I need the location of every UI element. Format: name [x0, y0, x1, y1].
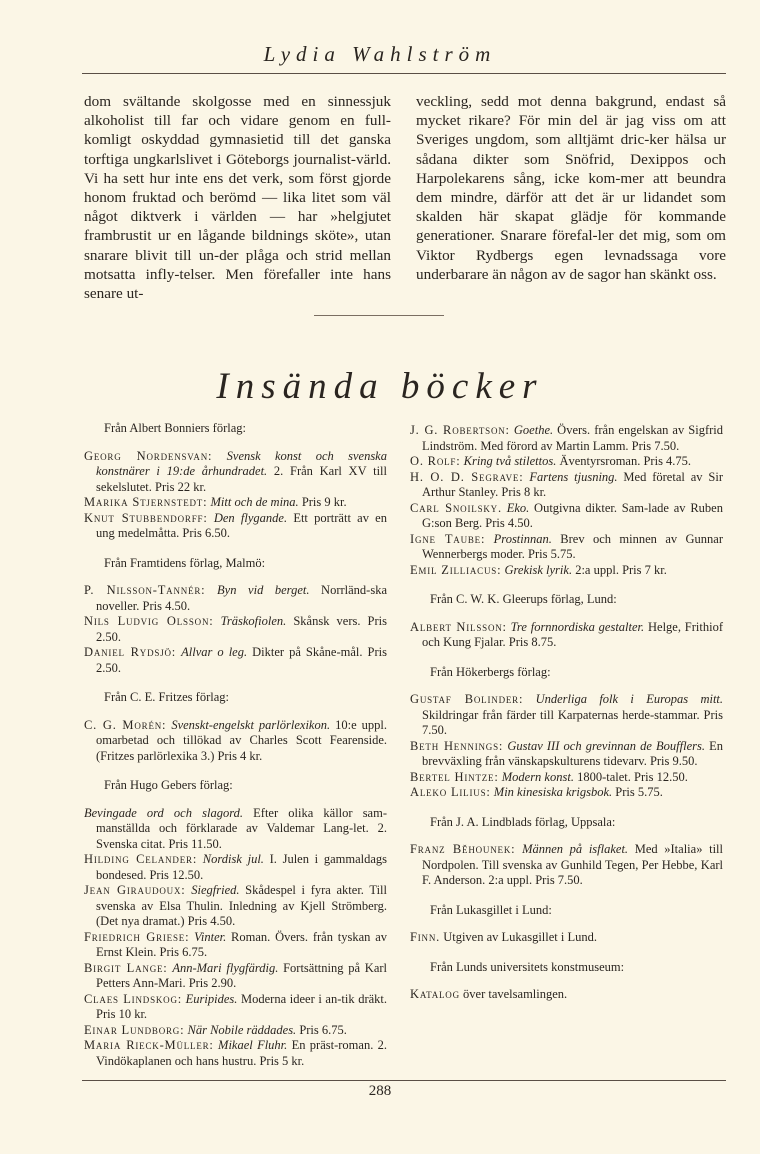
book-entry — [410, 987, 723, 1003]
book-title: Euripides. — [185, 991, 238, 1006]
book-entry — [84, 645, 387, 676]
book-entry — [410, 470, 723, 501]
book-author: Franz Běhounek: — [410, 842, 516, 856]
body-text-left: dom svältande skolgosse med en sinnessjuk alkoholist till far och vidare genom en full-komligt oskyddad gymnasietid till det ganska torftiga ungkarlslivet i Göteborgs journalist-värld. Vi ha sett hur inte ens det verk, som först gjorde honom fruktad och berömd — lika litet som väl något diktverk i världen — har »helgjutet frambrustit ur en lågande bildnings sköte», utan snarare blivit till un-der plåga och strid mellan motsatta infly-telser. Men förefaller inte hans senare ut- — [84, 93, 391, 303]
book-entry — [84, 449, 387, 496]
running-header-title: Lydia Wahlström — [263, 42, 497, 66]
book-entry — [84, 614, 387, 645]
book-entry — [84, 961, 387, 992]
book-details: En brevväxling från vänskapskulturens tidevarv. Pris 9.50. — [422, 738, 724, 768]
book-author: Birgit Lange: — [84, 960, 168, 975]
book-details: Med företal av Sir Arthur Stanley. Pris 8 kr. — [422, 469, 723, 499]
book-entry — [84, 511, 387, 542]
book-title: Bevingade ord och slagord. — [84, 805, 243, 820]
book-title: Träskofiolen. — [220, 614, 287, 628]
book-author: C. G. Morén: — [84, 717, 167, 732]
book-title: Ann-Mari flygfärdig. — [172, 960, 279, 975]
publisher-heading: Från J. A. Lindblads förlag, Uppsala: — [430, 814, 616, 829]
book-title: Min kinesiska krigsbok. — [493, 785, 613, 799]
book-entry — [410, 501, 723, 532]
book-author: Georg Nordensvan: — [84, 448, 213, 463]
book-title: Svenskt-engelskt parlörlexikon. — [171, 717, 331, 732]
book-entry — [410, 563, 723, 579]
book-entry — [84, 718, 387, 765]
book-entry — [410, 454, 723, 470]
book-details: I. Julen i gammaldags bondesed. Pris 12.50. — [96, 852, 388, 882]
book-author: Carl Snoilsky. — [410, 500, 502, 515]
book-title: Eko. — [506, 500, 530, 515]
book-author: Nils Ludvig Olsson: — [84, 614, 214, 628]
book-author: O. Rolf: — [410, 454, 461, 468]
book-entry — [84, 806, 387, 853]
book-entry — [410, 532, 723, 563]
book-details: Brev och minnen av Gunnar Wennerbergs moder. Pris 5.75. — [422, 531, 724, 561]
book-details: Skådespel i fyra akter. Till svenska av Elsa Thulin. Inledning av Kjell Strömberg. (Det nya dramat.) Pris 4.50. — [96, 883, 388, 928]
book-title: Gustav III och grevinnan de Boufflers. — [507, 738, 705, 753]
book-details: Utgiven av Lukasgillet i Lund. — [443, 930, 597, 944]
book-title: Tre fornnordiska gestalter. — [510, 619, 645, 634]
book-entry — [84, 852, 387, 883]
book-entry — [410, 770, 723, 786]
book-details: Norrländ-ska noveller. Pris 4.50. — [96, 583, 387, 613]
book-details: Äventyrsroman. Pris 4.75. — [556, 454, 692, 468]
book-author: Marika Stjernstedt: — [84, 495, 208, 509]
book-author: Beth Hennings: — [410, 738, 504, 753]
book-details: 1800-talet. Pris 12.50. — [573, 769, 688, 784]
book-title: När Nobile räddades. — [187, 1022, 297, 1037]
book-entry — [84, 583, 387, 614]
book-author: Jean Giraudoux: — [84, 883, 186, 897]
book-details: Efter olika källor sam-manställda och förklarade av Valdemar Lang-let. 2. Svenska citat. Pris 11.50. — [96, 805, 387, 851]
publisher-heading: Från Hugo Gebers förlag: — [104, 778, 233, 792]
book-details: 2:a uppl. Pris 7 kr. — [572, 562, 667, 577]
book-title: Vinter. — [194, 929, 227, 944]
book-title: Modern konst. — [501, 769, 574, 784]
book-details: Pris 5.75. — [612, 785, 663, 799]
book-entry — [410, 423, 723, 454]
book-details: Ett porträtt av en ung medelmåtta. Pris 6.50. — [96, 510, 387, 540]
book-author: Finn. — [410, 930, 441, 944]
book-list-left — [84, 421, 387, 1069]
publisher-heading: Från Albert Bonniers förlag: — [104, 421, 246, 435]
book-details: 2. Från Karl XV till sekelslutet. Pris 22 kr. — [96, 464, 387, 494]
book-details: Helge, Frithiof och Kung Fjalar. Pris 8.75. — [422, 619, 724, 649]
book-author: Igne Taube: — [410, 531, 486, 546]
book-entry — [410, 785, 723, 801]
book-details: Roman. Övers. från tyskan av Ernst Klein. Pris 6.75. — [96, 929, 387, 959]
book-details: Dikter på Skåne-mål. Pris 2.50. — [96, 645, 388, 675]
book-author: Aleko Lilius: — [410, 785, 491, 799]
book-entry — [410, 620, 723, 651]
book-author: Gustaf Bolinder: — [410, 692, 524, 706]
header-rule — [82, 73, 726, 74]
book-details: Skånsk vers. Pris 2.50. — [96, 614, 387, 644]
book-entry — [84, 1038, 387, 1069]
publisher-heading: Från Framtidens förlag, Malmö: — [104, 555, 266, 570]
book-author: Bertel Hintze: — [410, 769, 499, 784]
book-details: 10:e uppl. omarbetad och tillökad av Charles Scott Fearenside. (Fritzes parlörlexika 3.) Pris 4 kr. — [96, 717, 387, 763]
book-title: Allvar o leg. — [181, 645, 248, 659]
book-details: Övers. från engelskan av Sigfrid Lindström. Med förord av Martin Lamm. Pris 7.50. — [422, 423, 724, 453]
book-details: över tavelsamlingen. — [463, 987, 568, 1001]
book-title: Prostinnan. — [493, 531, 552, 546]
footer-rule — [82, 1080, 726, 1081]
book-author: Daniel Rydsjö: — [84, 645, 177, 659]
book-details: Pris 6.75. — [296, 1022, 347, 1037]
book-entry — [410, 692, 723, 739]
book-author: Emil Zilliacus: — [410, 562, 502, 577]
publisher-heading: Från Lunds universitets konstmuseum: — [430, 959, 625, 974]
book-details: Skildringar från färder till Karpaternas herde-stammar. Pris 7.50. — [422, 707, 723, 737]
book-entry — [84, 1023, 387, 1039]
book-entry — [410, 842, 723, 889]
book-author: Katalog — [410, 987, 460, 1001]
book-entry — [84, 930, 387, 961]
book-title: Kring två stilettos. — [463, 454, 557, 468]
book-author: J. G. Robertson: — [410, 423, 510, 437]
book-author: P. Nilsson-Tannér: — [84, 583, 206, 597]
publisher-heading: Från Lukasgillet i Lund: — [430, 902, 552, 917]
publisher-heading: Från C. W. K. Gleerups förlag, Lund: — [430, 592, 617, 606]
book-entry — [84, 992, 387, 1023]
book-title: Mitt och de mina. — [210, 495, 299, 509]
book-author: Einar Lundborg: — [84, 1022, 185, 1037]
book-details: Moderna ideer i an-tik dräkt. Pris 10 kr. — [96, 991, 387, 1021]
book-entry — [84, 883, 387, 930]
book-details: Outgivna dikter. Sam-lade av Ruben G:son Berg. Pris 4.50. — [422, 500, 723, 530]
book-title: Mikael Fluhr. — [218, 1038, 288, 1052]
book-entry — [410, 930, 723, 946]
book-author: H. O. D. Segrave: — [410, 469, 524, 484]
book-details: Med »Italia» till Nordpolen. Till svenska av Gunhild Tegen, Per Hebbe, Karl F. Anderson. 2:a uppl. Pris 7.50. — [422, 842, 723, 887]
publisher-heading: Från C. E. Fritzes förlag: — [104, 690, 229, 704]
book-list-right — [410, 423, 723, 1003]
book-entry — [84, 495, 387, 511]
book-details: Pris 9 kr. — [298, 495, 347, 509]
body-text-right: veckling, sedd mot denna bakgrund, endast så mycket rikare? För min del är jag viss om att Sveriges ungdom, som alltjämt dric-ker hälsa ur sådana dikter som Snöfrid, Dexippos och Harpolekarens sång, icke kom-mer att beundra dem mindre, därför att det är ur lidandet som skalden här skapat glädje för kommande generationer. Snarare förefal-ler det mig, som om Viktor Rydbergs egen levnadssaga vore underbarare än någon av de sagor han skänkt oss. — [416, 93, 726, 283]
book-details: Fortsättning på Karl Petters Ann-Mari. Pris 2.90. — [96, 960, 387, 990]
page-number: 288 — [368, 1083, 392, 1099]
book-details: En präst-roman. 2. Vindökaplanen och hans hustru. Pris 5 kr. — [96, 1038, 388, 1068]
book-author: Hilding Celander: — [84, 852, 198, 866]
book-title: Nordisk jul. — [202, 852, 264, 866]
book-title: Byn vid berget. — [217, 583, 310, 597]
book-author: Maria Rieck-Müller: — [84, 1038, 214, 1052]
book-title: Siegfried. — [191, 883, 240, 897]
book-title: Männen på isflaket. — [522, 842, 629, 856]
book-title: Fartens tjusning. — [529, 469, 618, 484]
publisher-heading: Från Hökerbergs förlag: — [430, 664, 551, 679]
book-title: Underliga folk i Europas mitt. — [535, 692, 724, 706]
book-author: Knut Stubbendorff: — [84, 510, 208, 525]
book-author: Claes Lindskog: — [84, 991, 183, 1006]
book-title: Svensk konst och svenska konstnärer i 19:de århundradet. — [96, 448, 387, 478]
section-title: Insända böcker — [216, 366, 544, 407]
book-author: Friedrich Griese: — [84, 929, 190, 944]
book-title: Goethe. — [513, 423, 554, 437]
book-title: Den flygande. — [213, 510, 288, 525]
book-title: Grekisk lyrik. — [504, 562, 573, 577]
book-entry — [410, 739, 723, 770]
section-divider — [314, 315, 444, 316]
book-author: Albert Nilsson: — [410, 619, 507, 634]
